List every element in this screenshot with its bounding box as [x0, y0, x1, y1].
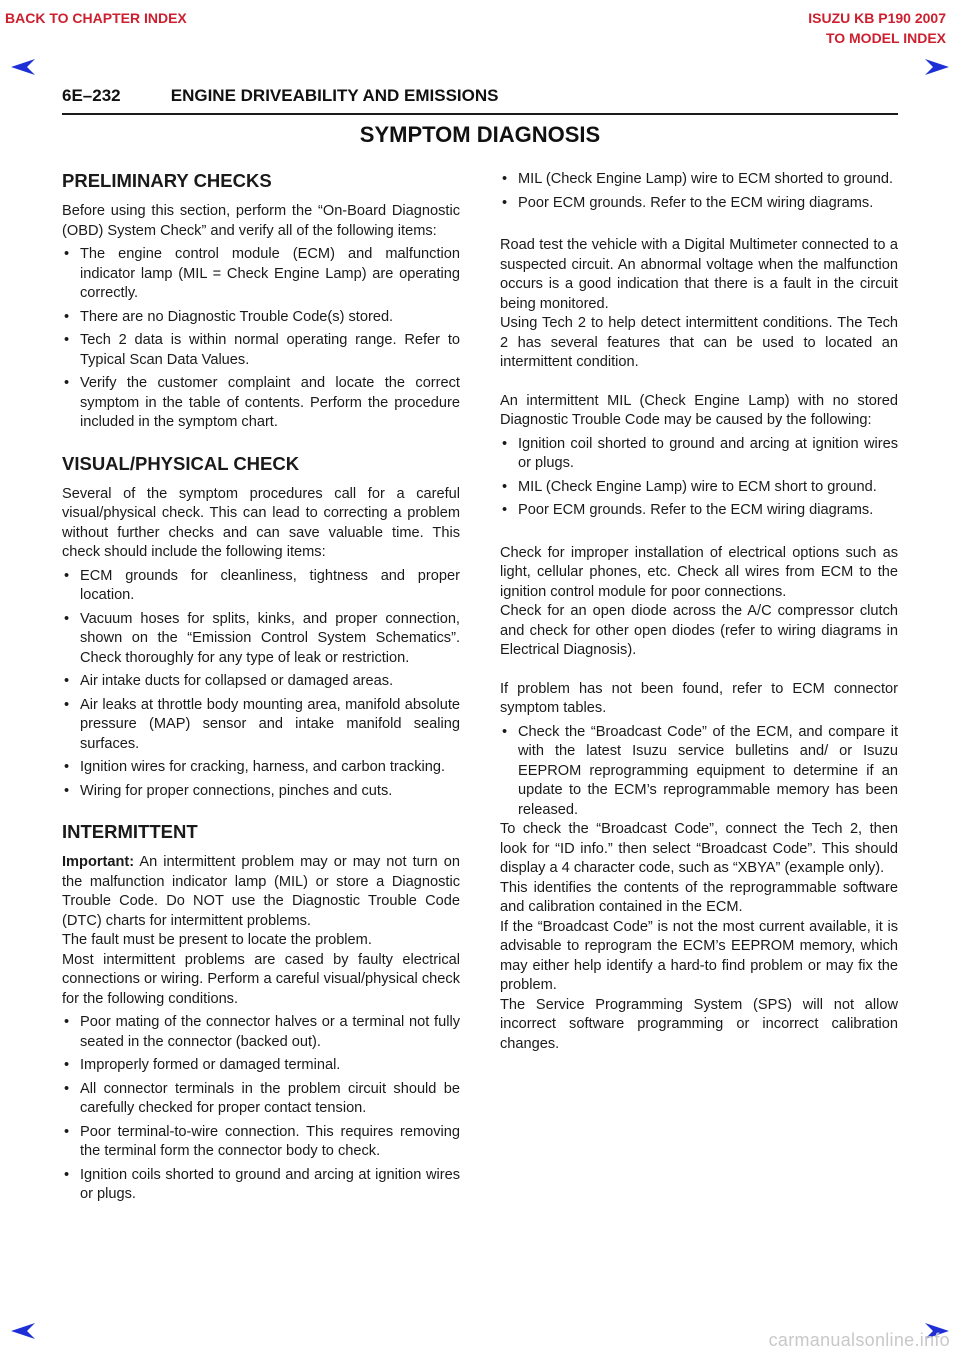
watermark-text: carmanualsonline.info: [768, 1330, 950, 1350]
if-not-current-text: If the “Broadcast Code” is not the most current available, it is advisable to reprogram the ECM’s EEPROM memory, which may either help identify a hard-to find problem or may fix the problem.: [500, 918, 898, 993]
visual-list: [62, 567, 460, 802]
back-to-chapter-index-link[interactable]: BACK TO CHAPTER INDEX: [5, 10, 187, 26]
right-bottom-list: [500, 723, 898, 821]
important-label: Important:: [62, 854, 135, 870]
list-item: • Check the “Broadcast Code” of the ECM, and compare it with the latest Isuzu service bulletins and/ or Isuzu EEPROM reprogramming equipment to determine if an update to the ECM’s reprogrammable memory has been released.: [500, 723, 898, 821]
important-text: An intermittent problem may or may not turn on the malfunction indicator lamp (MIL) or store a Diagnostic Trouble Code. Do NOT use the Diagnostic Trouble Code (DTC) charts for intermittent problems.: [62, 854, 460, 929]
preliminary-intro: Before using this section, perform the “On-Board Diagnostic (OBD) System Check” and verify all of the following items:: [62, 203, 460, 239]
list-item: • Vacuum hoses for splits, kinks, and proper connection, shown on the “Emission Control System Schematics”. Check thoroughly for any type of leak or restriction.: [62, 610, 460, 669]
list-item: • Ignition wires for cracking, harness, and carbon tracking.: [62, 758, 460, 778]
previous-page-arrow-icon[interactable]: [10, 58, 36, 76]
right-mid-list: [500, 435, 898, 521]
list-item: • Tech 2 data is within normal operating range. Refer to Typical Scan Data Values.: [62, 331, 460, 370]
improper-install-text: Check for improper installation of electrical options such as light, cellular phones, etc. Check all wires from ECM to the ignition control module for poor connections.: [500, 544, 898, 600]
list-item: • MIL (Check Engine Lamp) wire to ECM short to ground.: [500, 478, 898, 498]
list-item: • Air intake ducts for collapsed or damaged areas.: [62, 672, 460, 692]
page-header: [62, 86, 898, 106]
identifies-text: This identifies the contents of the reprogrammable software and calibration contained in the ECM.: [500, 879, 898, 915]
open-diode-text: Check for an open diode across the A/C compressor clutch and check for other open diodes (refer to wiring diagrams in Electrical Diagnosis).: [500, 603, 898, 658]
list-item: • Poor ECM grounds. Refer to the ECM wiring diagrams.: [500, 194, 898, 214]
list-item: • All connector terminals in the problem circuit should be carefully checked for proper contact tension.: [62, 1080, 460, 1119]
list-item: • Poor ECM grounds. Refer to the ECM wiring diagrams.: [500, 501, 898, 521]
check-broadcast-text: To check the “Broadcast Code”, connect the Tech 2, then look for “ID info.” then select “Broadcast Code”. This should display a 4 character code, such as “XBYA” (example only).: [500, 821, 898, 876]
sps-text: The Service Programming System (SPS) will not allow incorrect software programming or incorrect calibration changes.: [500, 996, 898, 1052]
list-item: • Poor terminal-to-wire connection. This requires removing the terminal form the connector body to check.: [62, 1123, 460, 1162]
preliminary-checks-heading: PRELIMINARY CHECKS: [62, 170, 272, 191]
list-item: • The engine control module (ECM) and malfunction indicator lamp (MIL = Check Engine Lamp) are operating correctly.: [62, 245, 460, 304]
list-item: • There are no Diagnostic Trouble Code(s) stored.: [62, 308, 460, 328]
right-top-list: [500, 170, 898, 213]
intermittent-list: [62, 1013, 460, 1205]
previous-page-arrow-bottom-icon[interactable]: [10, 1322, 36, 1340]
list-item: • Ignition coils shorted to ground and arcing at ignition wires or plugs.: [62, 1166, 460, 1205]
mil-no-code-text: An intermittent MIL (Check Engine Lamp) with no stored Diagnostic Trouble Code may be caused by the following:: [500, 392, 898, 428]
list-item: • ECM grounds for cleanliness, tightness and proper location.: [62, 567, 460, 606]
list-item: • Improperly formed or damaged terminal.: [62, 1056, 460, 1076]
header-divider: [62, 113, 898, 115]
tech2-help-text: Using Tech 2 to help detect intermittent conditions. The Tech 2 has several features that can be used to located an intermittent condition.: [500, 315, 898, 370]
not-found-text: If problem has not been found, refer to ECM connector symptom tables.: [500, 680, 898, 716]
to-model-index-link[interactable]: TO MODEL INDEX: [825, 30, 946, 46]
intermittent-heading: INTERMITTENT: [62, 821, 198, 842]
list-item: • Air leaks at throttle body mounting area, manifold absolute pressure (MAP) sensor and intake manifold sealing surfaces.: [62, 696, 460, 755]
section-title: ENGINE DRIVEABILITY AND EMISSIONS: [170, 86, 499, 105]
model-title-link[interactable]: ISUZU KB P190 2007: [808, 10, 946, 26]
important-note: [62, 853, 460, 931]
visual-intro: Several of the symptom procedures call for a careful visual/physical check. This can lead to correcting a problem without further checks and can save valuable time. This check should include the following items:: [62, 485, 460, 560]
page-number: 6E–232: [62, 86, 121, 105]
preliminary-list: [62, 245, 460, 433]
list-item: • Verify the customer complaint and locate the correct symptom in the table of contents. Perform the procedure included in the symptom chart.: [62, 374, 460, 433]
visual-physical-check-heading: VISUAL/PHYSICAL CHECK: [62, 452, 300, 474]
page-title: SYMPTOM DIAGNOSIS: [359, 122, 601, 147]
road-test-text: Road test the vehicle with a Digital Multimeter connected to a suspected circuit. An abnormal voltage when the malfunction occurs is a good indication that there is a fault in the circuit being monitored.: [500, 237, 898, 312]
list-item: • Poor mating of the connector halves or a terminal not fully seated in the connector (backed out).: [62, 1013, 460, 1052]
list-item: • Wiring for proper connections, pinches and cuts.: [62, 782, 460, 802]
next-page-arrow-icon[interactable]: [924, 58, 950, 76]
list-item: • Ignition coil shorted to ground and arcing at ignition wires or plugs.: [500, 435, 898, 474]
most-intermittent-text: Most intermittent problems are cased by faulty electrical connections or wiring. Perform a careful visual/physical check for the following conditions.: [62, 951, 460, 1007]
left-column: [62, 170, 460, 1209]
list-item: • MIL (Check Engine Lamp) wire to ECM shorted to ground.: [500, 170, 898, 190]
right-column: [500, 170, 898, 1054]
fault-present-text: The fault must be present to locate the problem.: [62, 932, 372, 948]
